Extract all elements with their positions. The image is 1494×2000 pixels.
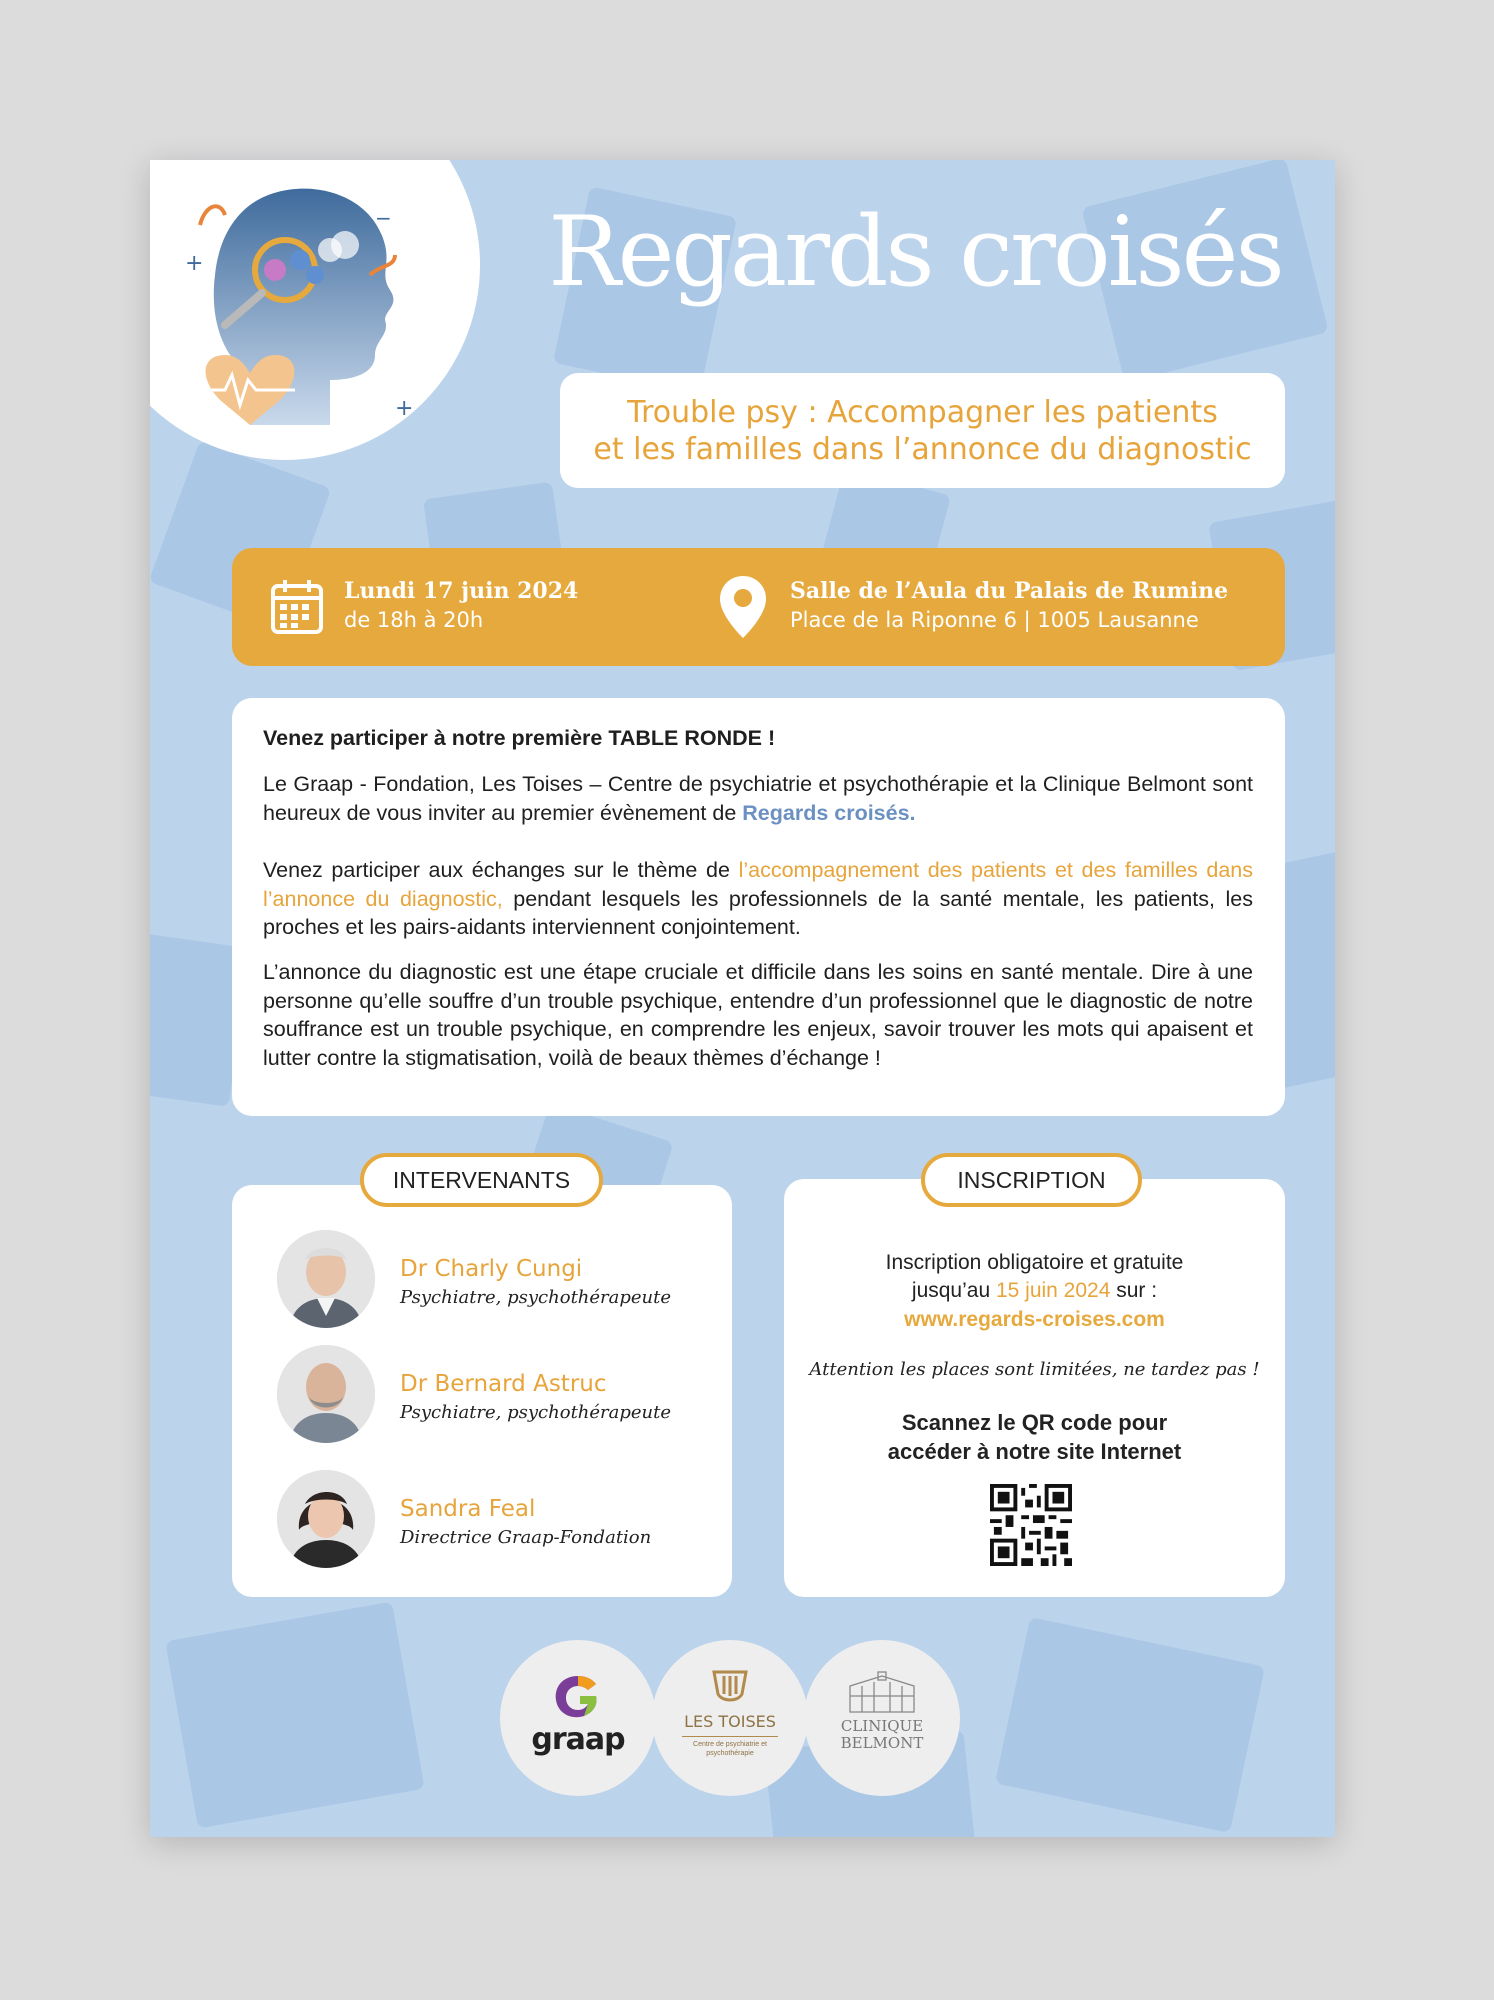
les-toises-logo bbox=[652, 1640, 808, 1796]
bg-shape bbox=[165, 1601, 424, 1828]
speaker-role: Psychiatre, psychothérapeute bbox=[400, 1402, 672, 1423]
registration-note: Attention les places sont limitées, ne tardez pas ! bbox=[809, 1359, 1260, 1380]
registration-text: jusqu’au bbox=[911, 1279, 996, 1302]
speaker-name: Sandra Feal bbox=[400, 1496, 536, 1522]
speaker-role: Directrice Graap-Fondation bbox=[400, 1527, 652, 1548]
calendar-icon bbox=[270, 578, 324, 636]
intro-text: Venez participer aux échanges sur le thème de bbox=[263, 858, 739, 882]
registration-card bbox=[784, 1179, 1285, 1597]
qr-caption: Scannez le QR code pour bbox=[901, 1410, 1168, 1435]
intro-text: Le Graap - Fondation, Les Toises – Centre de psychiatrie et psychothérapie et la Clinique Belmont sont heureux de vous inviter au premier évènement de bbox=[263, 772, 1253, 825]
intro-text: pendant lesquels les professionnels de la santé mentale, les patients, les proches et les pairs-aidants interviennent conjointement. bbox=[263, 886, 1253, 939]
avatar bbox=[277, 1345, 375, 1443]
speakers-card bbox=[232, 1185, 732, 1597]
svg-text:−: − bbox=[375, 206, 392, 230]
building-icon bbox=[844, 1670, 920, 1714]
event-date: Lundi 17 juin 2024 bbox=[344, 578, 579, 604]
qr-caption: accéder à notre site Internet bbox=[887, 1439, 1182, 1464]
registration-deadline: 15 juin 2024 bbox=[995, 1279, 1111, 1302]
location-pin-icon bbox=[718, 574, 768, 640]
event-time: de 18h à 20h bbox=[344, 608, 484, 632]
avatar bbox=[277, 1470, 375, 1568]
speaker-role: Psychiatre, psychothérapeute bbox=[400, 1287, 672, 1308]
les-toises-subtitle: Centre de psychiatrie et psychothérapie bbox=[682, 1736, 778, 1758]
mind-head-illustration bbox=[180, 175, 420, 435]
intro-paragraph-2 bbox=[263, 856, 1253, 942]
theme-highlight: l’accompagnement des patients et des familles dans l’annonce du diagnostic, bbox=[263, 858, 1253, 911]
speaker-name: Dr Charly Cungi bbox=[400, 1256, 583, 1282]
registration-text: sur : bbox=[1110, 1279, 1158, 1302]
event-venue: Salle de l’Aula du Palais de Rumine bbox=[790, 578, 1229, 604]
clinique-belmont-logo bbox=[804, 1640, 960, 1796]
avatar bbox=[277, 1230, 375, 1328]
poster bbox=[150, 160, 1335, 1837]
intro-paragraph-1 bbox=[263, 770, 1253, 827]
page-title: Regards croisés bbox=[548, 196, 1282, 308]
speakers-label: INTERVENANTS bbox=[360, 1153, 603, 1207]
svg-text:+: + bbox=[185, 251, 204, 276]
registration-line: Inscription obligatoire et gratuite bbox=[885, 1251, 1184, 1274]
qr-code[interactable] bbox=[990, 1484, 1072, 1566]
registration-deadline-line bbox=[784, 1277, 1285, 1305]
belmont-line: CLINIQUE bbox=[840, 1717, 924, 1735]
event-address: Place de la Riponne 6 | 1005 Lausanne bbox=[790, 608, 1199, 632]
intro-text-box bbox=[232, 698, 1285, 1116]
intro-heading: Venez participer à notre première TABLE RONDE ! bbox=[263, 726, 776, 750]
event-info-bar bbox=[232, 548, 1285, 666]
graap-logo-mark bbox=[550, 1672, 606, 1722]
subtitle-line: Trouble psy : Accompagner les patients bbox=[627, 394, 1218, 430]
les-toises-emblem bbox=[708, 1666, 752, 1706]
les-toises-name: LES TOISES bbox=[684, 1712, 776, 1731]
registration-label: INSCRIPTION bbox=[921, 1153, 1142, 1207]
bg-shape bbox=[995, 1617, 1265, 1833]
graap-logo-text: graap bbox=[531, 1722, 625, 1757]
registration-url-link[interactable]: www.regards-croises.com bbox=[904, 1308, 1165, 1331]
intro-paragraph-3: L’annonce du diagnostic est une étape cruciale et difficile dans les soins en santé mentale. Dire à une personne qu’elle souffre d’un trouble psychique, entendre d’un professionnel que le diagnostic de notre souffrance est un trouble psychique, en comprendre les enjeux, savoir trouver les mots qui apaisent et lutter contre la stigmatisation, voilà de beaux thèmes d’échange ! bbox=[263, 960, 1253, 1070]
subtitle-line: et les familles dans l’annonce du diagnostic bbox=[593, 431, 1252, 467]
subtitle-box bbox=[560, 373, 1285, 488]
clinique-belmont-text bbox=[804, 1718, 960, 1752]
belmont-line: BELMONT bbox=[840, 1734, 924, 1752]
speaker-name: Dr Bernard Astruc bbox=[400, 1371, 607, 1397]
svg-text:+: + bbox=[395, 396, 414, 421]
graap-logo bbox=[500, 1640, 656, 1796]
regards-croises-highlight: Regards croisés. bbox=[742, 800, 916, 825]
